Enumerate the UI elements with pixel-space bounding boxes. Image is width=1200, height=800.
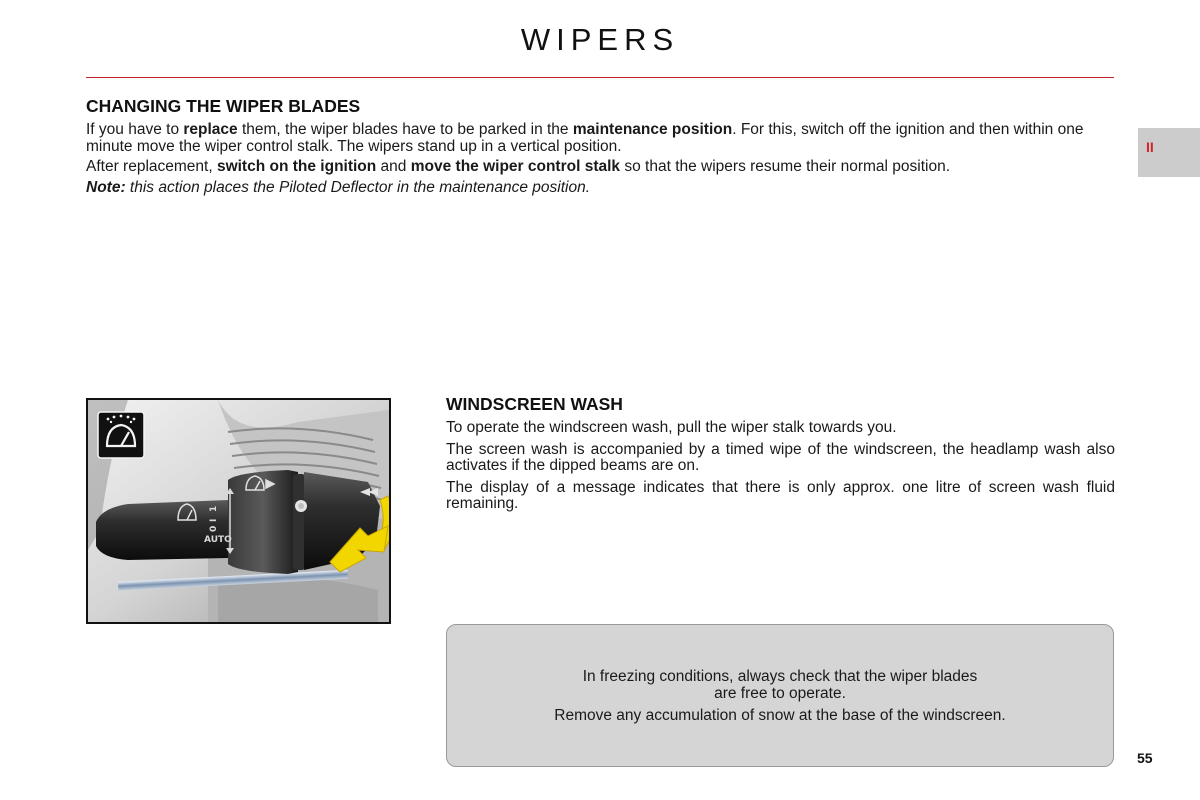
note-paragraph <box>86 180 1116 197</box>
stalk-mark: AUTO <box>204 535 232 545</box>
wiper-stalk-illustration <box>86 398 391 624</box>
text-run: and <box>376 158 411 175</box>
bold-run: switch on the ignition <box>216 158 377 175</box>
changing-wiper-blades-section <box>86 96 1116 200</box>
text-run: them, the wiper blades have to be parked in the <box>237 121 573 138</box>
text-run: After replacement, <box>86 158 217 175</box>
stalk-mark: 0 <box>209 525 219 532</box>
stalk-drawing <box>88 400 389 622</box>
section-heading: WINDSCREEN WASH <box>446 394 623 414</box>
info-line: Remove any accumulation of snow at the base of the windscreen. <box>554 707 1006 724</box>
note-label: Note: <box>86 178 126 196</box>
page-number: 55 <box>1137 750 1153 766</box>
section-heading: CHANGING THE WIPER BLADES <box>86 96 361 116</box>
chapter-label: II <box>1146 139 1154 155</box>
title-divider <box>86 77 1114 78</box>
bold-run: maintenance position <box>572 121 733 138</box>
stalk-mark: 2 <box>209 493 219 500</box>
text-run: If you have to <box>86 121 184 138</box>
bold-run: replace <box>183 121 238 138</box>
note-text: this action places the Piloted Deflector in the maintenance position. <box>125 178 591 196</box>
info-line: In freezing conditions, always check that the wiper blades <box>582 668 978 685</box>
paragraph: The display of a message indicates that there is only approx. one litre of screen wash fluid remaining. <box>446 478 1115 512</box>
warning-info-box <box>446 624 1114 767</box>
paragraph <box>86 159 1116 176</box>
windscreen-wash-section <box>446 394 1115 518</box>
chapter-tab <box>1138 128 1200 177</box>
stalk-mark: I <box>209 518 219 522</box>
paragraph <box>86 122 1116 155</box>
stalk-mark: 1 <box>209 505 219 512</box>
info-line: are free to operate. <box>714 684 846 702</box>
page-title: WIPERS <box>520 22 680 57</box>
screenwash-symbol-icon <box>98 412 144 458</box>
text-run: so that the wipers resume their normal position. <box>620 158 951 175</box>
text-run: . For this, switch off the ignition and then within one minute move the wiper control stalk. The wipers stand up in a vertical position. <box>86 121 1084 155</box>
bold-run: move the wiper control stalk <box>410 158 621 175</box>
paragraph: The screen wash is accompanied by a timed wipe of the windscreen, the headlamp wash also activates if the dipped beams are on. <box>446 440 1115 474</box>
paragraph: To operate the windscreen wash, pull the wiper stalk towards you. <box>446 419 897 436</box>
